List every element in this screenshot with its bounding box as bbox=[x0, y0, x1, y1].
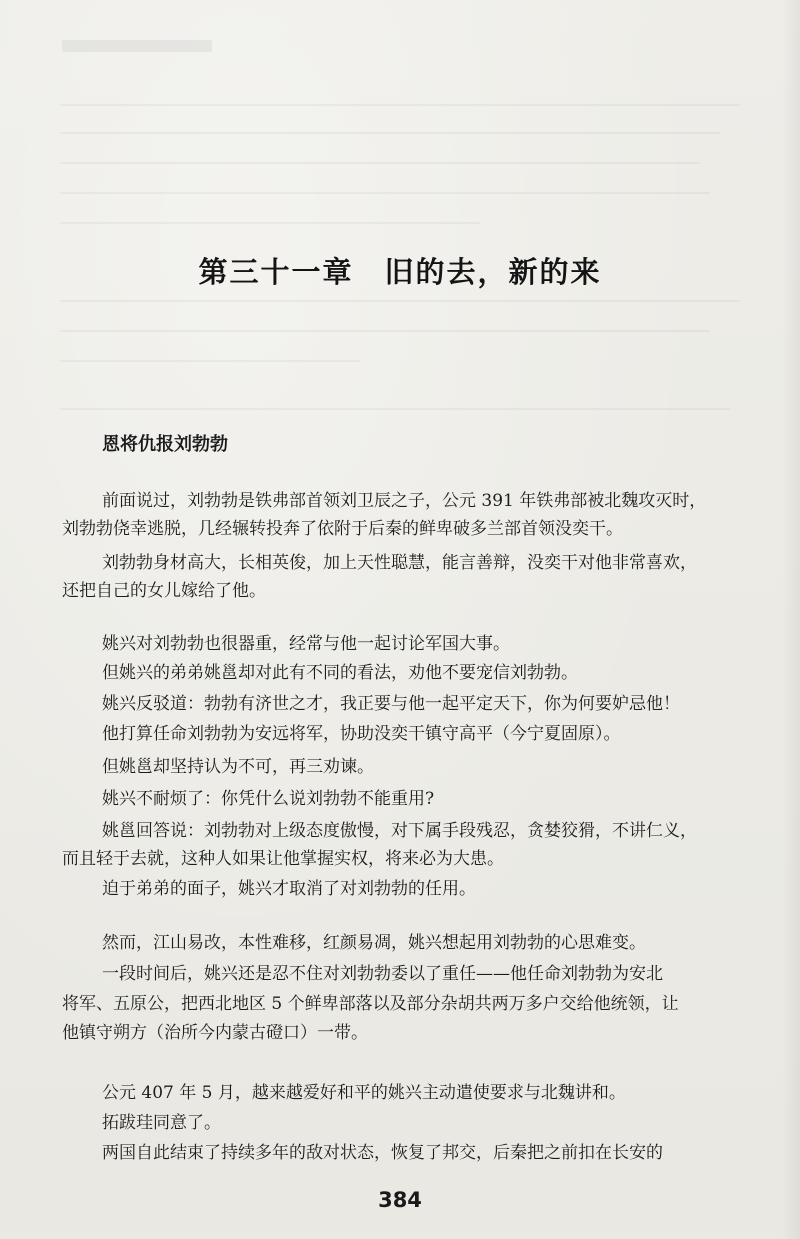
paragraph-line: 但姚兴的弟弟姚邕却对此有不同的看法，劝他不要宠信刘勃勃。 bbox=[102, 663, 578, 683]
paragraph-line: 他打算任命刘勃勃为安远将军，协助没奕干镇守高平（今宁夏固原）。 bbox=[102, 724, 621, 744]
paragraph-line: 但姚邕却坚持认为不可，再三劝谏。 bbox=[102, 757, 374, 777]
page-edge-shadow bbox=[782, 0, 800, 1239]
paragraph-line: 刘勃勃身材高大，长相英俊，加上天性聪慧，能言善辩，没奕干对他非常喜欢， bbox=[102, 553, 697, 573]
bleed-through-line bbox=[60, 104, 740, 106]
section-heading: 恩将仇报刘勃勃 bbox=[102, 434, 228, 455]
bleed-through-line bbox=[60, 162, 700, 164]
paragraph-line: 姚兴不耐烦了：你凭什么说刘勃勃不能重用? bbox=[102, 789, 435, 809]
bleed-through-line bbox=[60, 300, 740, 302]
paragraph-line: 迫于弟弟的面子，姚兴才取消了对刘勃勃的任用。 bbox=[102, 879, 476, 899]
bleed-through-line bbox=[60, 132, 720, 134]
paragraph-line: 公元 407 年 5 月，越来越爱好和平的姚兴主动遣使要求与北魏讲和。 bbox=[102, 1083, 626, 1103]
bleed-through-line bbox=[60, 330, 710, 332]
running-header-ghost bbox=[62, 40, 212, 52]
bleed-through-line bbox=[60, 408, 730, 410]
bleed-through-line bbox=[60, 222, 480, 224]
paragraph-line: 他镇守朔方（治所今内蒙古磴口）一带。 bbox=[62, 1023, 368, 1043]
paragraph-line: 而且轻于去就，这种人如果让他掌握实权，将来必为大患。 bbox=[62, 849, 504, 869]
bleed-through-line bbox=[60, 360, 360, 362]
paragraph-line: 姚邕回答说：刘勃勃对上级态度傲慢，对下属手段残忍，贪婪狡猾，不讲仁义， bbox=[102, 821, 697, 841]
paragraph-line: 一段时间后，姚兴还是忍不住对刘勃勃委以了重任——他任命刘勃勃为安北 bbox=[102, 964, 663, 984]
page-number: 384 bbox=[378, 1188, 422, 1212]
paragraph-line: 前面说过，刘勃勃是铁弗部首领刘卫辰之子，公元 391 年铁弗部被北魏攻灭时， bbox=[102, 491, 707, 511]
paragraph-line: 将军、五原公，把西北地区 5 个鲜卑部落以及部分杂胡共两万多户交给他统领，让 bbox=[62, 994, 679, 1014]
chapter-title: 第三十一章 旧的去，新的来 bbox=[198, 255, 602, 289]
paragraph-line: 然而，江山易改，本性难移，红颜易凋，姚兴想起用刘勃勃的心思难变。 bbox=[102, 933, 646, 953]
paragraph-line: 拓跋珪同意了。 bbox=[102, 1113, 221, 1133]
paragraph-line: 刘勃勃侥幸逃脱，几经辗转投奔了依附于后秦的鲜卑破多兰部首领没奕干。 bbox=[62, 519, 623, 539]
paragraph-line: 姚兴反驳道：勃勃有济世之才，我正要与他一起平定天下，你为何要妒忌他！ bbox=[102, 694, 680, 714]
paragraph-line: 还把自己的女儿嫁给了他。 bbox=[62, 581, 266, 601]
paragraph-line: 两国自此结束了持续多年的敌对状态，恢复了邦交，后秦把之前扣在长安的 bbox=[102, 1143, 663, 1163]
paragraph-line: 姚兴对刘勃勃也很器重，经常与他一起讨论军国大事。 bbox=[102, 634, 510, 654]
bleed-through-line bbox=[60, 192, 710, 194]
